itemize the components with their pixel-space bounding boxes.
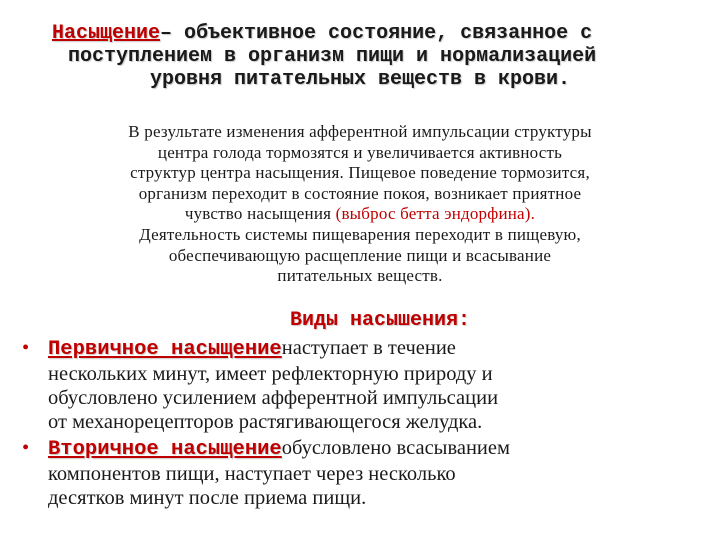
bullet-first-line	[48, 436, 710, 462]
paragraph-line: обеспечивающую расщепление пищи и всасывание	[168, 245, 552, 265]
paragraph-line: питательных веществ.	[277, 266, 443, 286]
bullet-line: нескольких минут, имеет рефлекторную природу и	[48, 363, 493, 385]
list-item-secondary	[20, 436, 710, 510]
types-heading: Виды насышения:	[289, 309, 471, 332]
bullet-icon: •	[22, 437, 30, 459]
title-line-1	[0, 22, 720, 45]
title-line-3: уровня питательных веществ в крови.	[149, 68, 571, 91]
satiety-types-list	[20, 336, 710, 512]
primary-term: Первичное насыщение	[48, 338, 282, 361]
list-item-primary	[20, 336, 710, 434]
secondary-term: Вторичное насыщение	[48, 438, 282, 461]
bullet-icon: •	[22, 337, 30, 359]
paragraph-line	[20, 204, 700, 225]
endorphin-note: (выброс бетта эндорфина).	[335, 204, 536, 224]
paragraph-line-5-text: чувство насыщения	[184, 204, 336, 224]
paragraph-line: центра голода тормозятся и увеличивается активность	[157, 142, 563, 162]
bullet-line: компонентов пищи, наступает через несколько	[48, 463, 456, 485]
secondary-first-line: обусловлено всасыванием	[281, 437, 510, 459]
title-term: Насыщение	[52, 22, 161, 45]
bullet-line: десятков минут после приема пищи.	[48, 487, 367, 509]
title-line-2: поступлением в организм пищи и нормализацией	[68, 45, 597, 68]
bullet-line: от механорецепторов растягивающегося желудка.	[48, 411, 483, 433]
paragraph-line: организм переходит в состояние покоя, возникает приятное	[138, 183, 582, 203]
primary-first-line: наступает в течение	[281, 337, 456, 359]
bullet-first-line	[48, 336, 710, 362]
title-line-1-text: – объективное состояние, связанное с	[160, 22, 593, 45]
paragraph-line: Деятельность системы пищеварения переходит в пищевую,	[139, 224, 581, 244]
slide-title	[0, 22, 720, 91]
paragraph-line: В результате изменения афферентной импульсации структуры	[128, 122, 592, 141]
bullet-line: обусловлено усилением афферентной импульсации	[48, 387, 499, 409]
explanation-paragraph	[20, 122, 700, 287]
paragraph-line: структур центра насыщения. Пищевое поведение тормозится,	[130, 163, 590, 183]
